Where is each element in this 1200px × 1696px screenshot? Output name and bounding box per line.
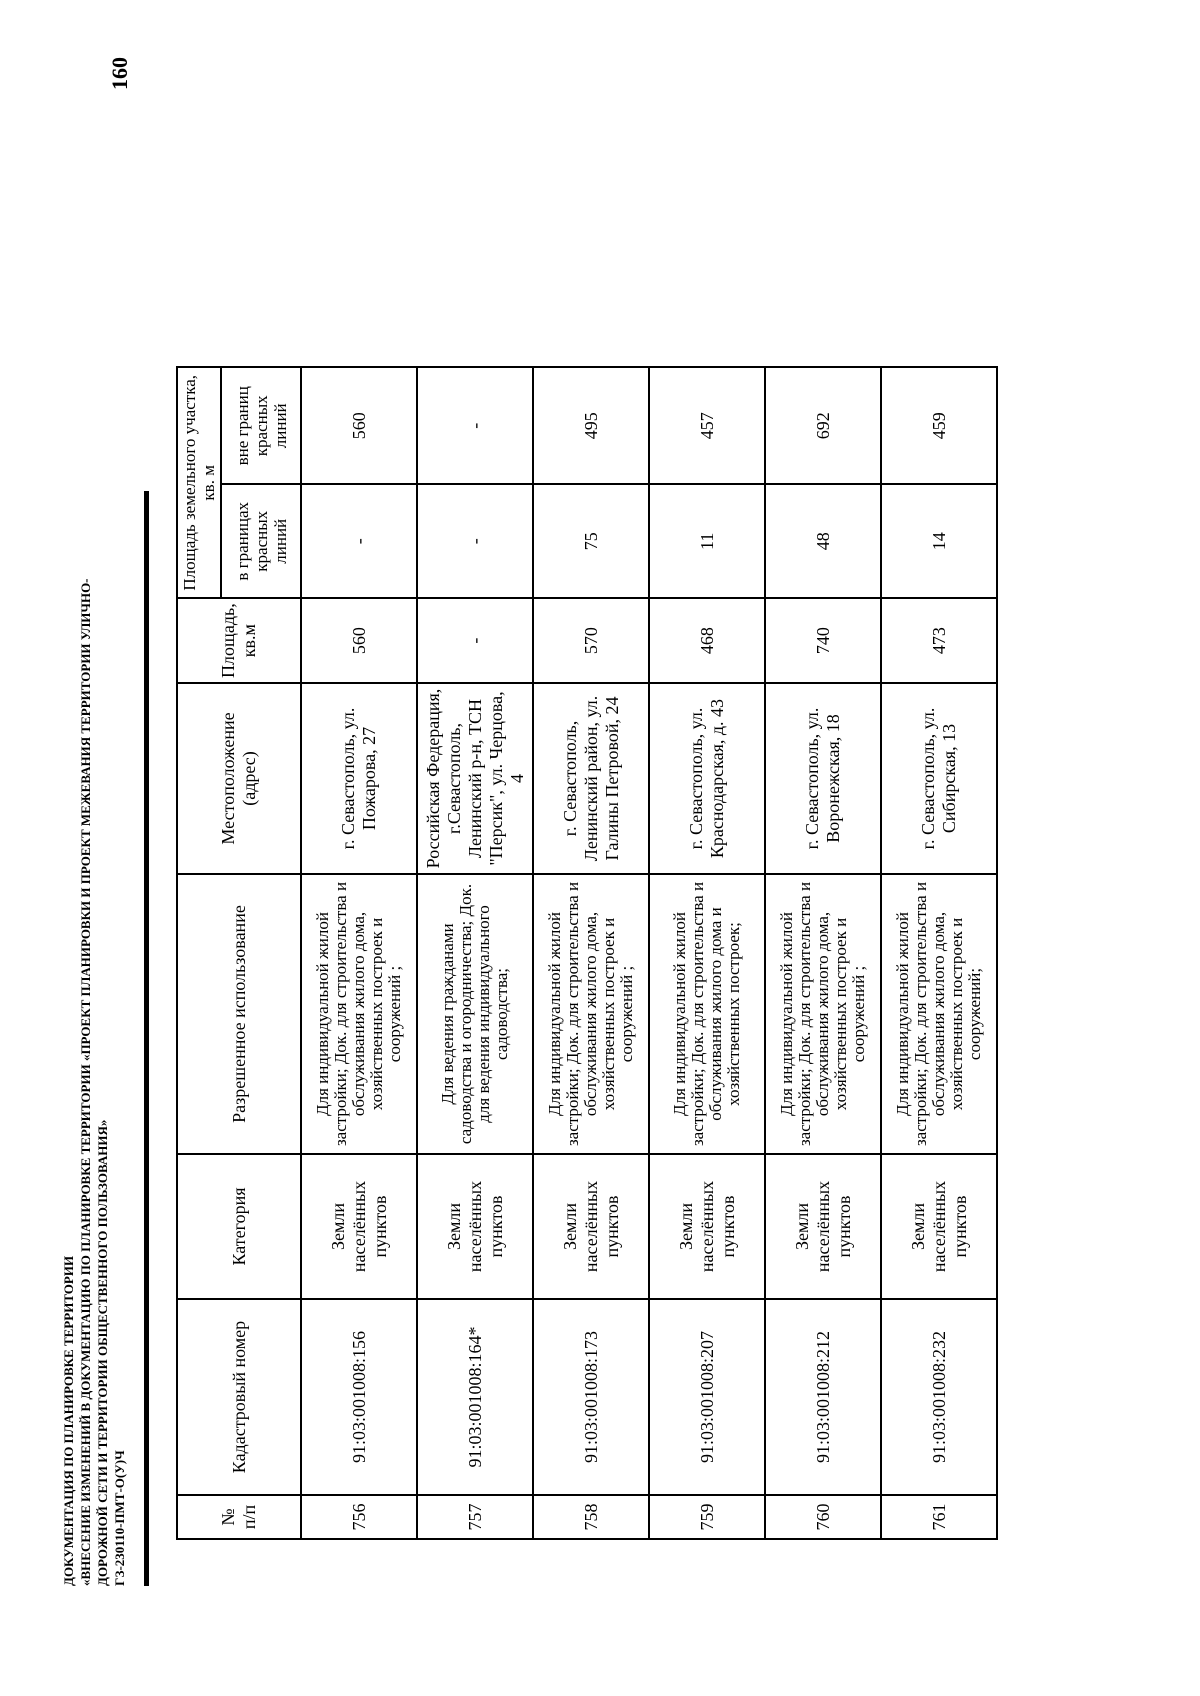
header-category: Категория xyxy=(177,1154,301,1299)
header-permitted-use: Разрешенное использование xyxy=(177,874,301,1154)
row-permitted-use: Для ведения гражданами садоводства и огородничества; Док. для ведения индивидуального садоводства; xyxy=(417,874,533,1154)
row-category: Земли населённых пунктов xyxy=(881,1154,997,1299)
page-number: 160 xyxy=(107,57,132,90)
document-header xyxy=(60,356,128,1586)
row-num: 758 xyxy=(533,1495,649,1539)
header-inside-red-lines: в границах красных линий xyxy=(221,484,301,598)
row-location: г. Севастополь, ул. Краснодарская, д. 43 xyxy=(649,683,765,874)
row-category: Земли населённых пунктов xyxy=(765,1154,881,1299)
row-cadastral-number: 91:03:001008:207 xyxy=(649,1299,765,1495)
header-location: Местоположение (адрес) xyxy=(177,683,301,874)
row-outside-red-lines: 495 xyxy=(533,367,649,484)
header-num: № п/п xyxy=(177,1495,301,1539)
header-outside-red-lines: вне границ красных линий xyxy=(221,367,301,484)
row-cadastral-number: 91:03:001008:156 xyxy=(301,1299,417,1495)
row-area: 570 xyxy=(533,598,649,683)
row-permitted-use: Для индивидуальной жилой застройки; Док. для строительства и обслуживания жилого дома, хозяйственных построек и сооружений ; xyxy=(765,874,881,1154)
row-outside-red-lines: 457 xyxy=(649,367,765,484)
table-row xyxy=(301,367,417,1539)
row-permitted-use: Для индивидуальной жилой застройки; Док. для строительства и обслуживания жилого дома, хозяйственных построек и сооружений; xyxy=(881,874,997,1154)
row-area: 473 xyxy=(881,598,997,683)
row-category: Земли населённых пунктов xyxy=(301,1154,417,1299)
header-line: ДОКУМЕНТАЦИЯ ПО ПЛАНИРОВКЕ ТЕРРИТОРИИ xyxy=(61,1255,76,1586)
header-line: «ВНЕСЕНИЕ ИЗМЕНЕНИЙ В ДОКУМЕНТАЦИЮ ПО ПЛАНИРОВКЕ ТЕРРИТОРИИ «ПРОЕКТ ПЛАНИРОВКИ И ПРОЕКТ МЕЖЕВАНИЯ ТЕРРИТОРИИ УЛИЧНО- xyxy=(78,578,93,1586)
row-area: - xyxy=(417,598,533,683)
row-inside-red-lines: 75 xyxy=(533,484,649,598)
row-area: 468 xyxy=(649,598,765,683)
row-num: 761 xyxy=(881,1495,997,1539)
row-cadastral-number: 91:03:001008:232 xyxy=(881,1299,997,1495)
table-row xyxy=(533,367,649,1539)
table-row xyxy=(649,367,765,1539)
rotated-page xyxy=(12,30,1192,1690)
header-line: ГЗ-230110-ПМТ-О(У)Ч xyxy=(112,1450,127,1586)
row-inside-red-lines: 48 xyxy=(765,484,881,598)
row-outside-red-lines: 560 xyxy=(301,367,417,484)
row-num: 756 xyxy=(301,1495,417,1539)
row-location: Российская Федерация, г.Севастополь, Ленинский р-н, ТСН "Персик", ул. Черцова, 4 xyxy=(417,683,533,874)
row-permitted-use: Для индивидуальной жилой застройки; Док. для строительства и обслуживания жилого дома, хозяйственных построек и сооружений ; xyxy=(301,874,417,1154)
row-cadastral-number: 91:03:001008:212 xyxy=(765,1299,881,1495)
row-inside-red-lines: - xyxy=(417,484,533,598)
row-num: 760 xyxy=(765,1495,881,1539)
row-location: г. Севастополь, ул. Пожарова, 27 xyxy=(301,683,417,874)
row-num: 759 xyxy=(649,1495,765,1539)
row-area: 740 xyxy=(765,598,881,683)
header-cadastral-number: Кадастровый номер xyxy=(177,1299,301,1495)
row-outside-red-lines: 692 xyxy=(765,367,881,484)
table-row xyxy=(881,367,997,1539)
row-num: 757 xyxy=(417,1495,533,1539)
table-row xyxy=(417,367,533,1539)
row-inside-red-lines: - xyxy=(301,484,417,598)
row-outside-red-lines: 459 xyxy=(881,367,997,484)
row-category: Земли населённых пунктов xyxy=(533,1154,649,1299)
header-plot-area: Площадь земельного участка, кв. м xyxy=(177,367,221,598)
row-cadastral-number: 91:03:001008:173 xyxy=(533,1299,649,1495)
row-area: 560 xyxy=(301,598,417,683)
row-category: Земли населённых пунктов xyxy=(417,1154,533,1299)
header-divider xyxy=(144,491,149,1586)
row-permitted-use: Для индивидуальной жилой застройки; Док. для строительства и обслуживания жилого дома, хозяйственных построек и сооружений ; xyxy=(533,874,649,1154)
row-location: г. Севастополь, ул. Сибирская, 13 xyxy=(881,683,997,874)
header-line: ДОРОЖНОЙ СЕТИ И ТЕРРИТОРИИ ОБЩЕСТВЕННОГО ПОЛЬЗОВАНИЯ» xyxy=(95,1119,110,1586)
row-location: г. Севастополь, Ленинский район, ул. Галины Петровой, 24 xyxy=(533,683,649,874)
row-permitted-use: Для индивидуальной жилой застройки; Док. для строительства и обслуживания жилого дома и хозяйственных построек; xyxy=(649,874,765,1154)
row-location: г. Севастополь, ул. Воронежская, 18 xyxy=(765,683,881,874)
header-area: Площадь, кв.м xyxy=(177,598,301,683)
table-row xyxy=(765,367,881,1539)
row-category: Земли населённых пунктов xyxy=(649,1154,765,1299)
row-inside-red-lines: 14 xyxy=(881,484,997,598)
land-plots-table xyxy=(176,366,998,1540)
row-outside-red-lines: - xyxy=(417,367,533,484)
row-inside-red-lines: 11 xyxy=(649,484,765,598)
row-cadastral-number: 91:03:001008:164* xyxy=(417,1299,533,1495)
